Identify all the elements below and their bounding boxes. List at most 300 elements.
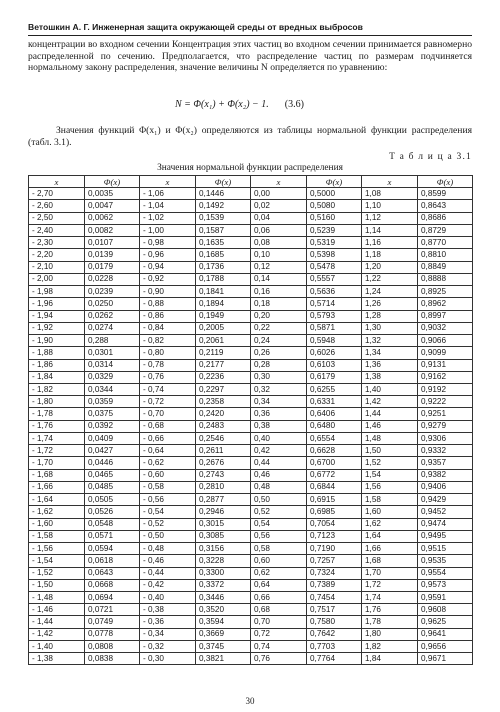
- phi-value-cell: 0,9099: [418, 347, 473, 359]
- phi-value-cell: 0,0571: [85, 530, 140, 542]
- phi-value-cell: 0,6915: [307, 494, 362, 506]
- x-value-cell: - 0,64: [140, 445, 196, 457]
- table-row: [29, 237, 473, 249]
- table-row: [29, 457, 473, 469]
- phi-value-cell: 0,9641: [418, 628, 473, 640]
- equation-expression: N = Φ(x₁) + Φ(x₂) − 1.: [175, 99, 269, 110]
- phi-value-cell: 0,9656: [418, 640, 473, 652]
- x-value-cell: - 1,98: [29, 286, 85, 298]
- x-value-cell: - 0,66: [140, 432, 196, 444]
- header-rule: [28, 35, 472, 36]
- table-row: [29, 200, 473, 212]
- x-value-cell: - 0,92: [140, 273, 196, 285]
- phi-value-cell: 0,2743: [196, 469, 251, 481]
- x-value-cell: - 2,20: [29, 249, 85, 261]
- phi-value-cell: 0,2119: [196, 347, 251, 359]
- x-value-cell: - 1,56: [29, 543, 85, 555]
- table-row: [29, 543, 473, 555]
- x-value-cell: - 2,40: [29, 224, 85, 236]
- phi-value-cell: 0,0239: [85, 286, 140, 298]
- equation-3-6: [175, 99, 304, 110]
- x-value-cell: 1,20: [362, 261, 418, 273]
- phi-value-cell: 0,0694: [85, 591, 140, 603]
- phi-value-cell: 0,9192: [418, 383, 473, 395]
- x-value-cell: 1,12: [362, 212, 418, 224]
- table-row: [29, 604, 473, 616]
- phi-value-cell: 0,0668: [85, 579, 140, 591]
- x-value-cell: 0,18: [251, 298, 307, 310]
- phi-value-cell: 0,1635: [196, 237, 251, 249]
- phi-value-cell: 0,3015: [196, 518, 251, 530]
- x-value-cell: - 0,90: [140, 286, 196, 298]
- table-row: [29, 432, 473, 444]
- x-value-cell: - 0,78: [140, 359, 196, 371]
- x-value-cell: 0,00: [251, 188, 307, 200]
- phi-value-cell: 0,2810: [196, 481, 251, 493]
- table-row: [29, 628, 473, 640]
- phi-value-cell: 0,8962: [418, 298, 473, 310]
- phi-value-cell: 0,288: [85, 335, 140, 347]
- x-value-cell: 0,10: [251, 249, 307, 261]
- x-value-cell: - 1,70: [29, 457, 85, 469]
- phi-value-cell: 0,9573: [418, 579, 473, 591]
- phi-value-cell: 0,0035: [85, 188, 140, 200]
- x-value-cell: - 1,88: [29, 347, 85, 359]
- phi-value-cell: 0,9131: [418, 359, 473, 371]
- phi-value-cell: 0,9535: [418, 555, 473, 567]
- x-value-cell: - 0,56: [140, 494, 196, 506]
- column-header: x: [251, 176, 307, 188]
- x-value-cell: 1,72: [362, 579, 418, 591]
- phi-value-cell: 0,0082: [85, 224, 140, 236]
- phi-value-cell: 0,7580: [307, 616, 362, 628]
- phi-value-cell: 0,9162: [418, 371, 473, 383]
- phi-value-cell: 0,5793: [307, 310, 362, 322]
- phi-value-cell: 0,2611: [196, 445, 251, 457]
- phi-value-cell: 0,9554: [418, 567, 473, 579]
- phi-value-cell: 0,6700: [307, 457, 362, 469]
- column-header: Φ(x): [85, 176, 140, 188]
- x-value-cell: 1,64: [362, 530, 418, 542]
- x-value-cell: 0,64: [251, 579, 307, 591]
- phi-value-cell: 0,5557: [307, 273, 362, 285]
- x-value-cell: 0,52: [251, 506, 307, 518]
- table-row: [29, 506, 473, 518]
- phi-value-cell: 0,6406: [307, 408, 362, 420]
- table-row: [29, 420, 473, 432]
- phi-value-cell: 0,7190: [307, 543, 362, 555]
- x-value-cell: 0,74: [251, 640, 307, 652]
- x-value-cell: - 2,70: [29, 188, 85, 200]
- phi-value-cell: 0,0485: [85, 481, 140, 493]
- table-title: Значения нормальной функции распределения: [157, 163, 343, 173]
- column-header: Φ(x): [196, 176, 251, 188]
- phi-value-cell: 0,7454: [307, 591, 362, 603]
- table-row: [29, 591, 473, 603]
- x-value-cell: - 0,84: [140, 322, 196, 334]
- phi-value-cell: 0,6179: [307, 371, 362, 383]
- phi-value-cell: 0,0548: [85, 518, 140, 530]
- table-row: [29, 322, 473, 334]
- phi-value-cell: 0,0179: [85, 261, 140, 273]
- phi-value-cell: 0,5636: [307, 286, 362, 298]
- phi-value-cell: 0,2297: [196, 383, 251, 395]
- table-body: [29, 188, 473, 665]
- x-value-cell: 1,56: [362, 481, 418, 493]
- phi-value-cell: 0,0329: [85, 371, 140, 383]
- table-row: [29, 518, 473, 530]
- phi-value-cell: 0,2676: [196, 457, 251, 469]
- x-value-cell: - 1,48: [29, 591, 85, 603]
- phi-value-cell: 0,9222: [418, 396, 473, 408]
- column-header: x: [29, 176, 85, 188]
- x-value-cell: - 0,96: [140, 249, 196, 261]
- table-row: [29, 188, 473, 200]
- x-value-cell: 1,68: [362, 555, 418, 567]
- x-value-cell: - 0,46: [140, 555, 196, 567]
- x-value-cell: 1,58: [362, 494, 418, 506]
- phi-value-cell: 0,0274: [85, 322, 140, 334]
- x-value-cell: - 1,82: [29, 383, 85, 395]
- phi-value-cell: 0,2946: [196, 506, 251, 518]
- table-row: [29, 249, 473, 261]
- table-label: Т а б л и ц а 3.1: [389, 152, 472, 162]
- phi-value-cell: 0,0749: [85, 616, 140, 628]
- phi-value-cell: 0,8729: [418, 224, 473, 236]
- phi-value-cell: 0,0409: [85, 432, 140, 444]
- phi-value-cell: 0,6255: [307, 383, 362, 395]
- paragraph-continuation: концентрации во входном сечении Концентрация этих частиц во входном сечении принимается равномерно распределенной по сечению. Предполагается, что распределение частиц по размерам подчиняется нормальному закону распределения, значение величины N определяется по уравнению:: [28, 39, 472, 74]
- phi-value-cell: 0,0250: [85, 298, 140, 310]
- x-value-cell: 1,14: [362, 224, 418, 236]
- phi-value-cell: 0,6628: [307, 445, 362, 457]
- x-value-cell: - 0,62: [140, 457, 196, 469]
- table-row: [29, 555, 473, 567]
- table-row: [29, 383, 473, 395]
- phi-value-cell: 0,1539: [196, 212, 251, 224]
- phi-value-cell: 0,8686: [418, 212, 473, 224]
- phi-value-cell: 0,5000: [307, 188, 362, 200]
- x-value-cell: - 1,66: [29, 481, 85, 493]
- table-row: [29, 616, 473, 628]
- phi-value-cell: 0,8599: [418, 188, 473, 200]
- phi-value-cell: 0,2236: [196, 371, 251, 383]
- phi-value-cell: 0,0446: [85, 457, 140, 469]
- x-value-cell: 1,28: [362, 310, 418, 322]
- table-row: [29, 567, 473, 579]
- x-value-cell: - 1,52: [29, 567, 85, 579]
- table-row: [29, 273, 473, 285]
- column-header: x: [140, 176, 196, 188]
- phi-value-cell: 0,0427: [85, 445, 140, 457]
- x-value-cell: - 1,72: [29, 445, 85, 457]
- phi-value-cell: 0,1841: [196, 286, 251, 298]
- x-value-cell: 1,80: [362, 628, 418, 640]
- phi-value-cell: 0,2177: [196, 359, 251, 371]
- x-value-cell: 1,78: [362, 616, 418, 628]
- phi-value-cell: 0,1894: [196, 298, 251, 310]
- phi-value-cell: 0,7123: [307, 530, 362, 542]
- x-value-cell: 1,16: [362, 237, 418, 249]
- x-value-cell: 1,40: [362, 383, 418, 395]
- x-value-cell: - 0,94: [140, 261, 196, 273]
- phi-value-cell: 0,5948: [307, 335, 362, 347]
- x-value-cell: - 0,72: [140, 396, 196, 408]
- x-value-cell: 0,62: [251, 567, 307, 579]
- page-number: 30: [245, 696, 255, 706]
- phi-value-cell: 0,5871: [307, 322, 362, 334]
- phi-value-cell: 0,8770: [418, 237, 473, 249]
- x-value-cell: - 1,62: [29, 506, 85, 518]
- phi-value-cell: 0,1446: [196, 188, 251, 200]
- x-value-cell: - 0,98: [140, 237, 196, 249]
- x-value-cell: 0,58: [251, 543, 307, 555]
- table-row: [29, 445, 473, 457]
- phi-value-cell: 0,5714: [307, 298, 362, 310]
- phi-value-cell: 0,7324: [307, 567, 362, 579]
- x-value-cell: - 0,42: [140, 579, 196, 591]
- table-row: [29, 640, 473, 652]
- x-value-cell: - 1,50: [29, 579, 85, 591]
- x-value-cell: - 2,10: [29, 261, 85, 273]
- phi-value-cell: 0,6103: [307, 359, 362, 371]
- table-row: [29, 481, 473, 493]
- table-row: [29, 579, 473, 591]
- phi-value-cell: 0,9306: [418, 432, 473, 444]
- x-value-cell: - 1,84: [29, 371, 85, 383]
- x-value-cell: 0,42: [251, 445, 307, 457]
- phi-value-cell: 0,5398: [307, 249, 362, 261]
- x-value-cell: - 0,30: [140, 653, 196, 665]
- x-value-cell: - 0,38: [140, 604, 196, 616]
- x-value-cell: - 0,48: [140, 543, 196, 555]
- x-value-cell: - 1,78: [29, 408, 85, 420]
- x-value-cell: 0,24: [251, 335, 307, 347]
- x-value-cell: 0,20: [251, 310, 307, 322]
- x-value-cell: 1,84: [362, 653, 418, 665]
- phi-value-cell: 0,2483: [196, 420, 251, 432]
- x-value-cell: - 0,50: [140, 530, 196, 542]
- phi-value-cell: 0,6331: [307, 396, 362, 408]
- table-row: [29, 359, 473, 371]
- table-row: [29, 371, 473, 383]
- phi-value-cell: 0,5160: [307, 212, 362, 224]
- phi-value-cell: 0,0778: [85, 628, 140, 640]
- phi-value-cell: 0,1587: [196, 224, 251, 236]
- table-row: [29, 286, 473, 298]
- phi-value-cell: 0,7764: [307, 653, 362, 665]
- phi-value-cell: 0,7642: [307, 628, 362, 640]
- running-header: Ветошкин А. Г. Инженерная защита окружающей среды от вредных выбросов: [28, 22, 363, 32]
- x-value-cell: 0,02: [251, 200, 307, 212]
- phi-value-cell: 0,5239: [307, 224, 362, 236]
- phi-value-cell: 0,0359: [85, 396, 140, 408]
- x-value-cell: 1,10: [362, 200, 418, 212]
- equation-number: (3.6): [284, 99, 304, 110]
- phi-value-cell: 0,2546: [196, 432, 251, 444]
- x-value-cell: - 0,52: [140, 518, 196, 530]
- x-value-cell: - 1,04: [140, 200, 196, 212]
- x-value-cell: - 2,60: [29, 200, 85, 212]
- x-value-cell: - 0,54: [140, 506, 196, 518]
- x-value-cell: - 1,60: [29, 518, 85, 530]
- x-value-cell: - 1,46: [29, 604, 85, 616]
- phi-value-cell: 0,0465: [85, 469, 140, 481]
- table-row: [29, 408, 473, 420]
- phi-value-cell: 0,3156: [196, 543, 251, 555]
- x-value-cell: - 0,44: [140, 567, 196, 579]
- x-value-cell: - 1,92: [29, 322, 85, 334]
- x-value-cell: 1,54: [362, 469, 418, 481]
- phi-value-cell: 0,0721: [85, 604, 140, 616]
- x-value-cell: 0,40: [251, 432, 307, 444]
- x-value-cell: 1,46: [362, 420, 418, 432]
- phi-value-cell: 0,5319: [307, 237, 362, 249]
- x-value-cell: 0,30: [251, 371, 307, 383]
- phi-value-cell: 0,3228: [196, 555, 251, 567]
- x-value-cell: 0,44: [251, 457, 307, 469]
- table-row: [29, 310, 473, 322]
- x-value-cell: 0,04: [251, 212, 307, 224]
- phi-value-cell: 0,0838: [85, 653, 140, 665]
- x-value-cell: - 1,68: [29, 469, 85, 481]
- table-row: [29, 212, 473, 224]
- x-value-cell: - 1,44: [29, 616, 85, 628]
- phi-value-cell: 0,9671: [418, 653, 473, 665]
- x-value-cell: 0,22: [251, 322, 307, 334]
- table-row: [29, 396, 473, 408]
- x-value-cell: - 0,88: [140, 298, 196, 310]
- x-value-cell: 0,72: [251, 628, 307, 640]
- table-row: [29, 347, 473, 359]
- table-row: [29, 530, 473, 542]
- phi-value-cell: 0,6772: [307, 469, 362, 481]
- x-value-cell: 0,12: [251, 261, 307, 273]
- paragraph-function-values: [28, 125, 472, 148]
- x-value-cell: 1,18: [362, 249, 418, 261]
- phi-value-cell: 0,1788: [196, 273, 251, 285]
- x-value-cell: - 0,86: [140, 310, 196, 322]
- phi-value-cell: 0,0301: [85, 347, 140, 359]
- phi-value-cell: 0,9032: [418, 322, 473, 334]
- phi-value-cell: 0,1685: [196, 249, 251, 261]
- phi-value-cell: 0,9591: [418, 591, 473, 603]
- phi-value-cell: 0,3594: [196, 616, 251, 628]
- x-value-cell: - 0,60: [140, 469, 196, 481]
- phi-value-cell: 0,9625: [418, 616, 473, 628]
- phi-value-cell: 0,3745: [196, 640, 251, 652]
- x-value-cell: - 0,82: [140, 335, 196, 347]
- x-value-cell: - 0,36: [140, 616, 196, 628]
- phi-value-cell: 0,3446: [196, 591, 251, 603]
- phi-value-cell: 0,9382: [418, 469, 473, 481]
- x-value-cell: - 1,64: [29, 494, 85, 506]
- x-value-cell: - 0,58: [140, 481, 196, 493]
- phi-value-cell: 0,7517: [307, 604, 362, 616]
- x-value-cell: 1,82: [362, 640, 418, 652]
- phi-value-cell: 0,0047: [85, 200, 140, 212]
- x-value-cell: 1,24: [362, 286, 418, 298]
- x-value-cell: 1,42: [362, 396, 418, 408]
- phi-value-cell: 0,2358: [196, 396, 251, 408]
- x-value-cell: - 1,86: [29, 359, 85, 371]
- x-value-cell: 0,38: [251, 420, 307, 432]
- x-value-cell: 0,26: [251, 347, 307, 359]
- x-value-cell: 1,66: [362, 543, 418, 555]
- phi-value-cell: 0,8925: [418, 286, 473, 298]
- x-value-cell: 0,48: [251, 481, 307, 493]
- phi-value-cell: 0,3669: [196, 628, 251, 640]
- phi-value-cell: 0,9429: [418, 494, 473, 506]
- phi-value-cell: 0,7257: [307, 555, 362, 567]
- x-value-cell: 0,16: [251, 286, 307, 298]
- phi-value-cell: 0,1736: [196, 261, 251, 273]
- phi-value-cell: 0,9279: [418, 420, 473, 432]
- x-value-cell: 0,70: [251, 616, 307, 628]
- phi-value-cell: 0,0643: [85, 567, 140, 579]
- table-row: [29, 653, 473, 665]
- phi-value-cell: 0,8849: [418, 261, 473, 273]
- phi-value-cell: 0,2061: [196, 335, 251, 347]
- x-value-cell: - 2,50: [29, 212, 85, 224]
- table-row: [29, 494, 473, 506]
- x-value-cell: - 1,96: [29, 298, 85, 310]
- phi-value-cell: 0,8888: [418, 273, 473, 285]
- x-value-cell: 1,30: [362, 322, 418, 334]
- x-value-cell: 0,08: [251, 237, 307, 249]
- phi-value-cell: 0,9452: [418, 506, 473, 518]
- phi-value-cell: 0,8810: [418, 249, 473, 261]
- phi-value-cell: 0,9495: [418, 530, 473, 542]
- x-value-cell: - 1,54: [29, 555, 85, 567]
- phi-value-cell: 0,3372: [196, 579, 251, 591]
- x-value-cell: 0,50: [251, 494, 307, 506]
- column-header: x: [362, 176, 418, 188]
- x-value-cell: - 1,90: [29, 335, 85, 347]
- phi-value-cell: 0,0107: [85, 237, 140, 249]
- paragraph-function-values-text: Значения функций Φ(x₁) и Φ(x₂) определяются из таблицы нормальной функции распределения (табл. 3.1).: [28, 125, 472, 148]
- phi-value-cell: 0,3821: [196, 653, 251, 665]
- x-value-cell: 0,66: [251, 591, 307, 603]
- phi-value-cell: 0,9066: [418, 335, 473, 347]
- x-value-cell: - 0,80: [140, 347, 196, 359]
- phi-value-cell: 0,7703: [307, 640, 362, 652]
- phi-value-cell: 0,1949: [196, 310, 251, 322]
- x-value-cell: 1,26: [362, 298, 418, 310]
- phi-value-cell: 0,0344: [85, 383, 140, 395]
- x-value-cell: - 0,32: [140, 640, 196, 652]
- phi-value-cell: 0,7054: [307, 518, 362, 530]
- phi-value-cell: 0,0618: [85, 555, 140, 567]
- x-value-cell: - 0,76: [140, 371, 196, 383]
- x-value-cell: - 0,70: [140, 408, 196, 420]
- x-value-cell: - 2,30: [29, 237, 85, 249]
- phi-value-cell: 0,5080: [307, 200, 362, 212]
- x-value-cell: - 0,74: [140, 383, 196, 395]
- x-value-cell: 1,52: [362, 457, 418, 469]
- x-value-cell: 0,60: [251, 555, 307, 567]
- phi-value-cell: 0,2420: [196, 408, 251, 420]
- x-value-cell: 0,34: [251, 396, 307, 408]
- phi-value-cell: 0,9357: [418, 457, 473, 469]
- phi-value-cell: 0,9332: [418, 445, 473, 457]
- x-value-cell: 1,50: [362, 445, 418, 457]
- phi-value-cell: 0,0594: [85, 543, 140, 555]
- phi-value-cell: 0,9474: [418, 518, 473, 530]
- x-value-cell: 1,48: [362, 432, 418, 444]
- column-header: Φ(x): [307, 176, 362, 188]
- phi-value-cell: 0,3085: [196, 530, 251, 542]
